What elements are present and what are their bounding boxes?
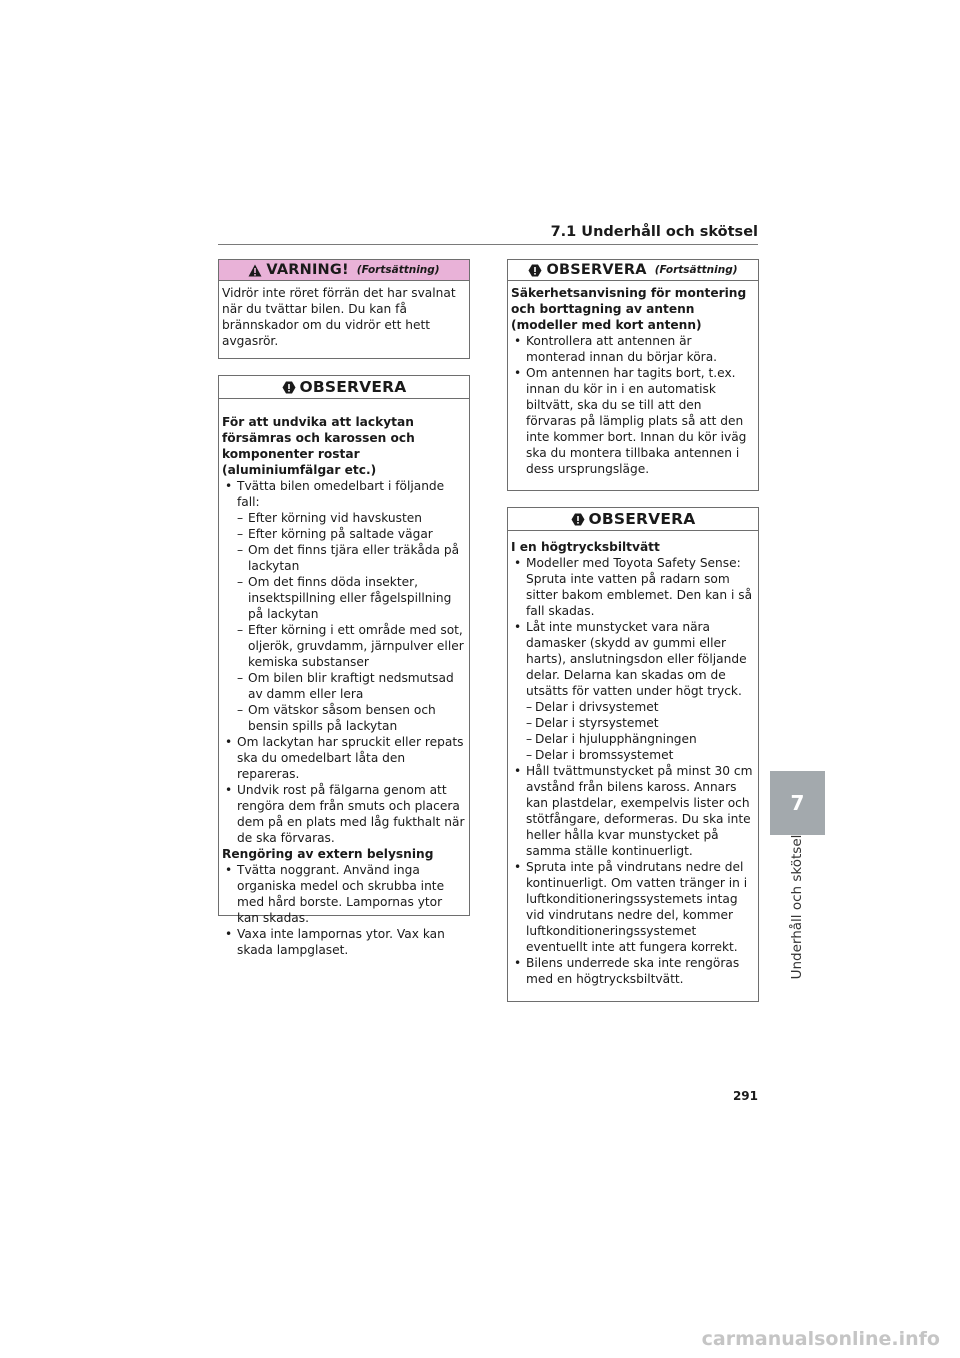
dash-item: – Om det finns döda insekter, insektspillning eller fågelspillning på lackytan	[222, 574, 465, 622]
chapter-label: Underhåll och skötsel	[789, 834, 805, 980]
watermark: carmanualsonline.info	[701, 1328, 940, 1350]
list-item: • Modeller med Toyota Safety Sense: Spruta inte vatten på radarn som sitter bakom emblemet. Den kan i så fall skadas.	[511, 555, 754, 619]
notice-continuation: (Fortsättning)	[654, 264, 738, 276]
warning-triangle-icon	[248, 264, 262, 277]
list-item: • Kontrollera att antennen är monterad innan du börjar köra.	[511, 333, 754, 365]
notice-subhead: I en högtrycksbiltvätt	[511, 540, 660, 554]
notice-title: OBSERVERA	[299, 378, 407, 396]
notice-box-paint	[218, 375, 470, 957]
notice-subhead: Säkerhetsanvisning för montering och borttagning av antenn (modeller med kort antenn)	[511, 286, 747, 332]
notice-box-header	[508, 508, 758, 531]
list-item: • Undvik rost på fälgarna genom att rengöra dem från smuts och placera dem på en plats med låg fukthalt när de ska förvaras.	[222, 782, 465, 846]
notice-subhead: Rengöring av extern belysning	[222, 847, 434, 861]
dash-item: – Om det finns tjära eller träkåda på lackytan	[222, 542, 465, 574]
notice-box-header	[219, 376, 469, 399]
notice-alert-icon	[528, 264, 542, 277]
dash-item: – Efter körning på saltade vägar	[222, 526, 465, 542]
warning-title: VARNING!	[266, 262, 349, 278]
list-item: • Låt inte munstycket vara nära damasker (skydd av gummi eller harts), anslutningsdon eller följande delar. Delarna kan skadas om de utsätts för vatten under högt tryck.	[511, 619, 754, 699]
list-item: • Om lackytan har spruckit eller repats ska du omedelbart låta den repareras.	[222, 734, 465, 782]
dash-item: – Delar i styrsystemet	[511, 715, 754, 731]
dash-item: – Delar i hjulupphängningen	[511, 731, 754, 747]
dash-item: – Om bilen blir kraftigt nedsmutsad av damm eller lera	[222, 670, 465, 702]
notice-alert-icon	[282, 381, 296, 394]
warning-paragraph: Vidrör inte röret förrän det har svalnat när du tvättar bilen. Du kan få brännskador om du vidrör ett hett avgasrör.	[222, 286, 456, 348]
dash-item: – Delar i bromssystemet	[511, 747, 754, 763]
list-item: • Bilens underrede ska inte rengöras med en högtrycksbiltvätt.	[511, 955, 754, 987]
dash-item: – Efter körning i ett område med sot, oljerök, gruvdamm, järnpulver eller kemiska substanser	[222, 622, 465, 670]
notice-alert-icon	[571, 513, 585, 526]
dash-item: – Om vätskor såsom bensen och bensin spills på lackytan	[222, 702, 465, 734]
notice-title: OBSERVERA	[546, 262, 647, 278]
section-title: 7.1 Underhåll och skötsel	[550, 224, 758, 240]
notice-box-header	[508, 260, 758, 281]
list-item: • Om antennen har tagits bort, t.ex. innan du kör in i en automatisk biltvätt, ska du se till att den förvaras på lämplig plats så att den inte kommer bort. Innan du kör iväg ska du montera tillbaka antennen i dess ursprungsläge.	[511, 365, 754, 477]
warning-box-header	[219, 260, 469, 281]
warning-continuation: (Fortsättning)	[356, 264, 440, 276]
list-item: • Tvätta noggrant. Använd inga organiska medel och skrubba inte med hård borste. Lampornas ytor kan skadas.	[222, 862, 465, 926]
chapter-tab[interactable]: 7	[770, 771, 825, 835]
list-item: • Vaxa inte lampornas ytor. Vax kan skada lampglaset.	[222, 926, 465, 958]
list-item: • Spruta inte på vindrutans nedre del kontinuerligt. Om vatten tränger in i luftkonditioneringssystemets intag vid vindrutans nedre del, kommer luftkonditioneringssystemet eventuellt inte att fungera korrekt.	[511, 859, 754, 955]
notice-box-pressure-wash	[507, 507, 759, 1002]
dash-item: – Delar i drivsystemet	[511, 699, 754, 715]
list-item: • Håll tvättmunstycket på minst 30 cm avstånd från bilens kaross. Annars kan plastdelar, exempelvis lister och stötfångare, deformeras. Du ska inte heller hålla kvar munstycket på samma ställe kontinuerligt.	[511, 763, 754, 859]
notice-box-antenna	[507, 259, 759, 491]
notice-title: OBSERVERA	[588, 510, 696, 528]
list-item: • Tvätta bilen omedelbart i följande fall:	[222, 478, 465, 510]
page-number: 291	[732, 1089, 758, 1103]
header-rule	[218, 244, 758, 245]
notice-subhead: För att undvika att lackytan försämras och karossen och komponenter rostar (aluminiumfälgar etc.)	[222, 415, 415, 477]
warning-box	[218, 259, 470, 359]
dash-item: – Efter körning vid havskusten	[222, 510, 465, 526]
